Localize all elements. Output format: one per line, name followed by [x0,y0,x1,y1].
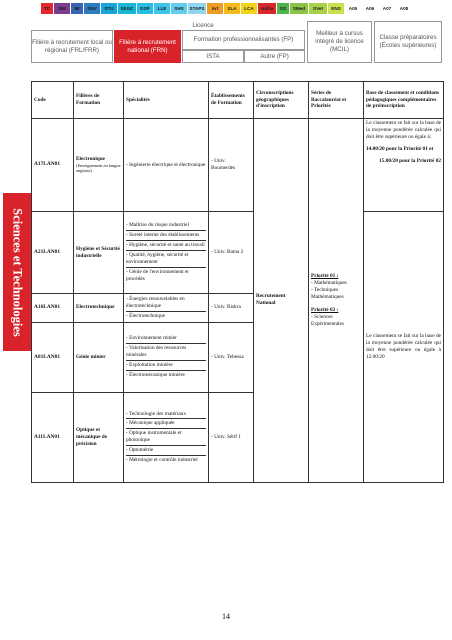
admission-table [31,81,444,483]
col-code: Code [32,82,74,119]
specialite-item: - Optométrie [126,446,206,456]
specialite-item: - Technologie des matériaux [126,410,206,420]
row-code: A16LAN01 [32,294,74,323]
filiere-name: Electronique [76,155,106,162]
row-code: A01LAN01 [32,322,74,392]
row-specialites [124,212,209,294]
page-number: 14 [222,612,230,621]
tab-art[interactable]: Art [207,3,224,14]
col-series: Séries de Baccalauréat et Priorités [309,82,364,119]
row-specialites [124,294,209,323]
col-specialites: Spécialités [124,82,209,119]
priority-2-item: - Sciences Expérimentales [311,313,344,327]
row-specialites [124,119,209,212]
row-filiere: Electrotechnique [74,294,124,323]
series-cell [309,119,364,483]
tab-a07[interactable]: A07 [379,3,396,14]
classes-prepa-box: Classe préparatoires (Écoles supérieures) [374,21,442,63]
tab-shs[interactable]: SHS [171,3,188,14]
row-specialites [124,322,209,392]
table-row [32,212,444,294]
priority-1-title: Priorité 01 : [311,273,339,280]
tab-a05[interactable]: A05 [345,3,362,14]
tab-lle[interactable]: LLE [154,3,171,14]
specialite-item: - Environnement minier [126,334,206,344]
fp-box: Formation professionnalisantes (FP) [182,30,305,50]
specialite-item: - Sureté interne des établissements [126,231,206,241]
licence-label: Licence [192,22,214,30]
specialite-item: - Métrologie et contrôle industriel [126,456,198,463]
tab-svet[interactable]: SVet [309,3,328,14]
priority-2-title: Priorité 02 : [311,306,339,313]
col-circonscriptions: Circonscriptions géographiques d'inscription [254,82,309,119]
specialite-item: - Énergies renouvelables en électrotechnique [126,295,206,312]
row-filiere: Génie minier [74,322,124,392]
frl-box: Filière à recrutement local ou régional (FRL/FRR) [31,30,113,63]
tab-staps[interactable]: STAPS [188,3,207,14]
row-etablissement: - Univ. Biskra [209,294,254,323]
col-etablissements: Établissements de Formation [209,82,254,119]
filiere-note: (Enseignement en langue anglaise) [76,162,121,174]
specialite-item: - Ingénierie électrique et électronique [126,161,206,168]
tab-sla[interactable]: SLA [224,3,241,14]
row-filiere [74,119,124,212]
row-etablissement: - Univ. Boumerdes [209,119,254,212]
specialite-item: - Électrotechnique [126,312,165,319]
filiere-tabs [41,3,413,14]
mcil-box: Meilleur à cursus intégré de licence (MCIL) [307,21,372,63]
col-base: Base de classement et conditions pédagogiques complémentaires de préinscription [364,82,444,119]
tab-mi[interactable]: MI [71,3,84,14]
autre-fp-box: Autre (FP) [244,50,305,63]
specialite-item: - Optique instrumentale et photonique [126,429,206,446]
specialite-item: - Génie de l'environnement et procédés [126,268,189,282]
col-filieres: Filières de Formation [74,82,124,119]
base-top-cell [364,119,444,212]
row-specialites [124,392,209,482]
tab-autre[interactable]: Autre [258,3,277,14]
tab-ens[interactable]: ENS [328,3,345,14]
ista-box: ISTA [182,50,244,63]
specialite-item: - Maîtrise du risque industriel [126,221,206,231]
tab-sni[interactable]: SNI [54,3,71,14]
specialite-item: - Exploitation minière [126,361,206,371]
tab-segc[interactable]: SEGC [118,3,137,14]
table-row [32,119,444,212]
base-priority-2: 15.00/20 pour la Priorité 02 [379,157,441,164]
tab-ss[interactable]: SS [277,3,290,14]
specialite-item: - Mécanique appliquée [126,419,206,429]
row-code: A11LAN01 [32,392,74,482]
row-filiere: Optique et mécanique de précision [74,392,124,482]
row-etablissement: - Univ. Batna 2 [209,212,254,294]
base-bottom-cell: Le classement se fait sur la base de la moyenne pondérée calculée qui doit être supérieure ou égale à 12.00/20 [364,212,444,483]
priority-1-item: - Techniques Mathématiques [311,287,344,300]
frn-box: Filière à recrutement national (FRN) [114,30,181,63]
tab-stu[interactable]: STU [101,3,118,14]
specialite-item: - Valorisation des ressources minérales [126,344,206,361]
side-category-label [3,193,31,351]
row-code: A17LAN01 [32,119,74,212]
tab-a06[interactable]: A06 [362,3,379,14]
tab-smed[interactable]: SMed [290,3,309,14]
side-category-text: Sciences et Technologies [10,207,25,337]
base-top-text: Le classement se fait sur la base de la moyenne pondérée calculée qui doit être supérieure ou égale à: [366,120,441,140]
row-etablissement: - Univ. Tebessa [209,322,254,392]
tab-dsp[interactable]: DSP [137,3,154,14]
specialite-item: - Électromécanique minière [126,371,185,378]
specialite-item: - Hygiène, sécurité et santé au travail [126,241,206,251]
table-header-row [32,82,444,119]
row-etablissement: - Univ. Sétif 1 [209,392,254,482]
specialite-item: - Qualité, hygiène, sécurité et environnement [126,251,206,268]
priority-1-item: - Mathématiques [311,280,347,287]
base-priority-1: 14.00/20 pour la Priorité 01 et [366,145,434,152]
tab-snv[interactable]: SNV [84,3,101,14]
row-code: A21LAN01 [32,212,74,294]
tab-a08[interactable]: A08 [396,3,413,14]
row-filiere: Hygiène et Sécurité industrielle [74,212,124,294]
circonscription-cell: Recrutement National [254,119,309,483]
tab-tc[interactable]: TC [41,3,54,14]
tab-lca[interactable]: LCA [241,3,258,14]
